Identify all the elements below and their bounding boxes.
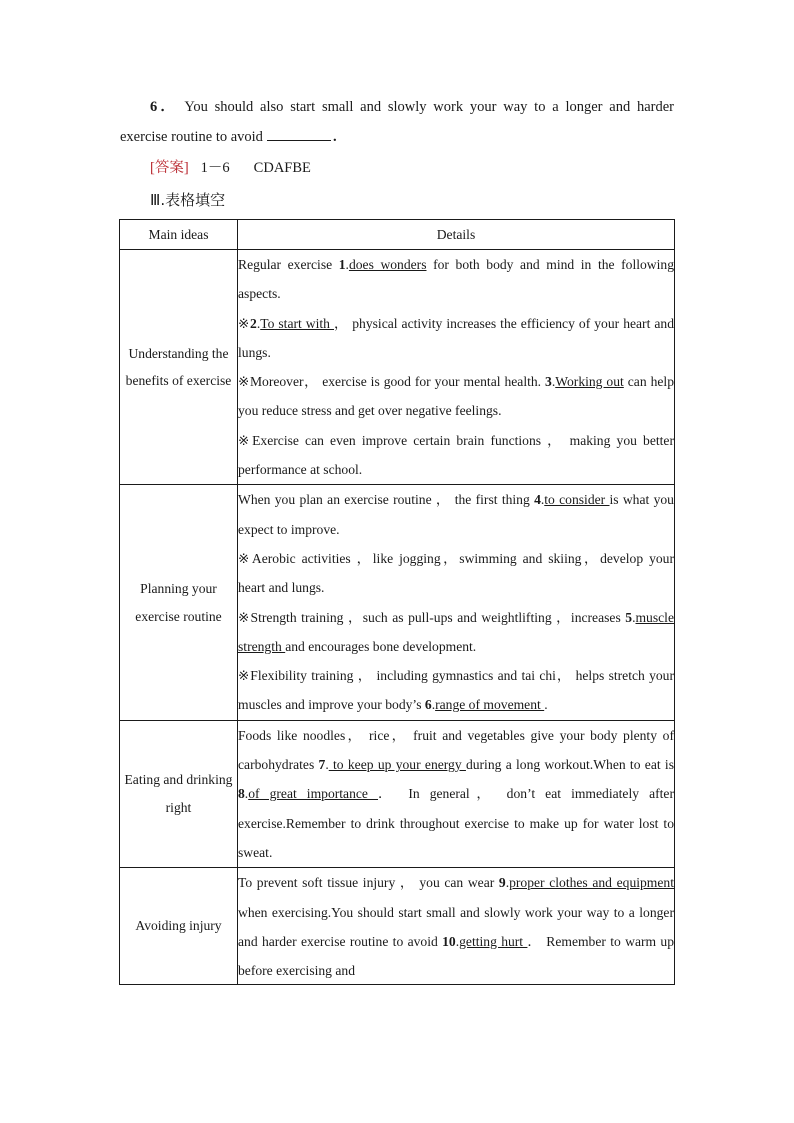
table-row bbox=[120, 868, 675, 985]
question-6 bbox=[120, 92, 674, 152]
details-cell bbox=[238, 485, 675, 720]
filled-blank: range of movement bbox=[435, 697, 545, 713]
filled-blank: muscle strength bbox=[238, 609, 674, 654]
details-cell bbox=[238, 250, 675, 485]
detail-paragraph: ※Strength training ，such as pull-ups and weightlifting ，increases 5.muscle strength and encourages bone development. bbox=[238, 609, 674, 654]
filled-blank: proper clothes and equipment bbox=[509, 875, 674, 891]
main-idea-cell: Planning your exercise routine bbox=[120, 485, 238, 720]
table-header-row bbox=[120, 220, 675, 250]
header-details: Details bbox=[238, 220, 675, 250]
question-6-line1 bbox=[120, 92, 674, 122]
details-clip bbox=[238, 868, 674, 984]
question-6-line2 bbox=[120, 122, 674, 152]
summary-table bbox=[119, 219, 675, 985]
detail-paragraph: Foods like noodles， rice， fruit and vegetables give your body plenty of carbohydrates 7. to keep up your energy during a long workout.When to eat is 8.of great importance ． In general， don’t eat immediately after exercise.Remember to drink throughout exercise to make up for water lost to sweat. bbox=[238, 727, 674, 860]
filled-blank: of great importance bbox=[248, 786, 379, 802]
section-heading: Ⅲ.表格填空 bbox=[150, 191, 226, 209]
answer-range: 1－6 bbox=[200, 160, 230, 176]
main-idea-cell: Avoiding injury bbox=[120, 868, 238, 985]
answer-line bbox=[150, 154, 311, 182]
question-end: . bbox=[332, 129, 337, 145]
detail-paragraph: To prevent soft tissue injury ， you can wear 9.proper clothes and equipment when exercising.You should start small and slowly work your way to a longer and harder exercise routine to avoid 10.getting hurt ． Remember to warm up before exercising and bbox=[238, 875, 674, 979]
question-number: 6． bbox=[150, 99, 179, 115]
detail-paragraph: Regular exercise 1.does wonders for both body and mind in the following aspects. bbox=[238, 257, 674, 302]
detail-paragraph: ※2.To start with ， physical activity increases the efficiency of your heart and lungs. bbox=[238, 315, 675, 360]
detail-paragraph: ※Aerobic activities ，like jogging，swimming and skiing，develop your heart and lungs. bbox=[238, 550, 674, 596]
details-cell bbox=[238, 868, 675, 985]
table-row bbox=[120, 250, 675, 485]
detail-paragraph: ※Exercise can even improve certain brain functions ， making you better performance at school. bbox=[238, 432, 674, 478]
answer-letters: CDAFBE bbox=[253, 160, 311, 176]
answer-tag: [答案] bbox=[150, 160, 189, 176]
table-row bbox=[120, 485, 675, 720]
details-cell bbox=[238, 720, 675, 867]
detail-paragraph: ※Flexibility training ， including gymnastics and tai chi， helps stretch your muscles and improve your body’s 6.range of movement . bbox=[238, 668, 674, 713]
filled-blank: Working out bbox=[555, 374, 624, 390]
main-idea-cell: Eating and drinking right bbox=[120, 720, 238, 867]
filled-blank: does wonders bbox=[348, 257, 427, 272]
filled-blank: To start with bbox=[260, 315, 334, 331]
detail-paragraph: When you plan an exercise routine ， the first thing 4.to consider is what you expect to improve. bbox=[238, 492, 674, 537]
question-text-line1: You should also start small and slowly work your way to a longer and harder bbox=[184, 99, 675, 115]
header-main-ideas: Main ideas bbox=[120, 220, 238, 250]
filled-blank: to keep up your energy bbox=[328, 757, 466, 773]
answer-blank bbox=[267, 126, 331, 141]
filled-blank: getting hurt bbox=[459, 933, 528, 949]
filled-blank: to consider bbox=[544, 492, 610, 508]
main-idea-cell: Understanding the benefits of exercise bbox=[120, 250, 238, 485]
question-text-line2: exercise routine to avoid bbox=[120, 129, 263, 145]
detail-paragraph: ※Moreover， exercise is good for your mental health. 3.Working out can help you reduce stress and get over negative feelings. bbox=[238, 374, 674, 419]
table-row bbox=[120, 720, 675, 867]
